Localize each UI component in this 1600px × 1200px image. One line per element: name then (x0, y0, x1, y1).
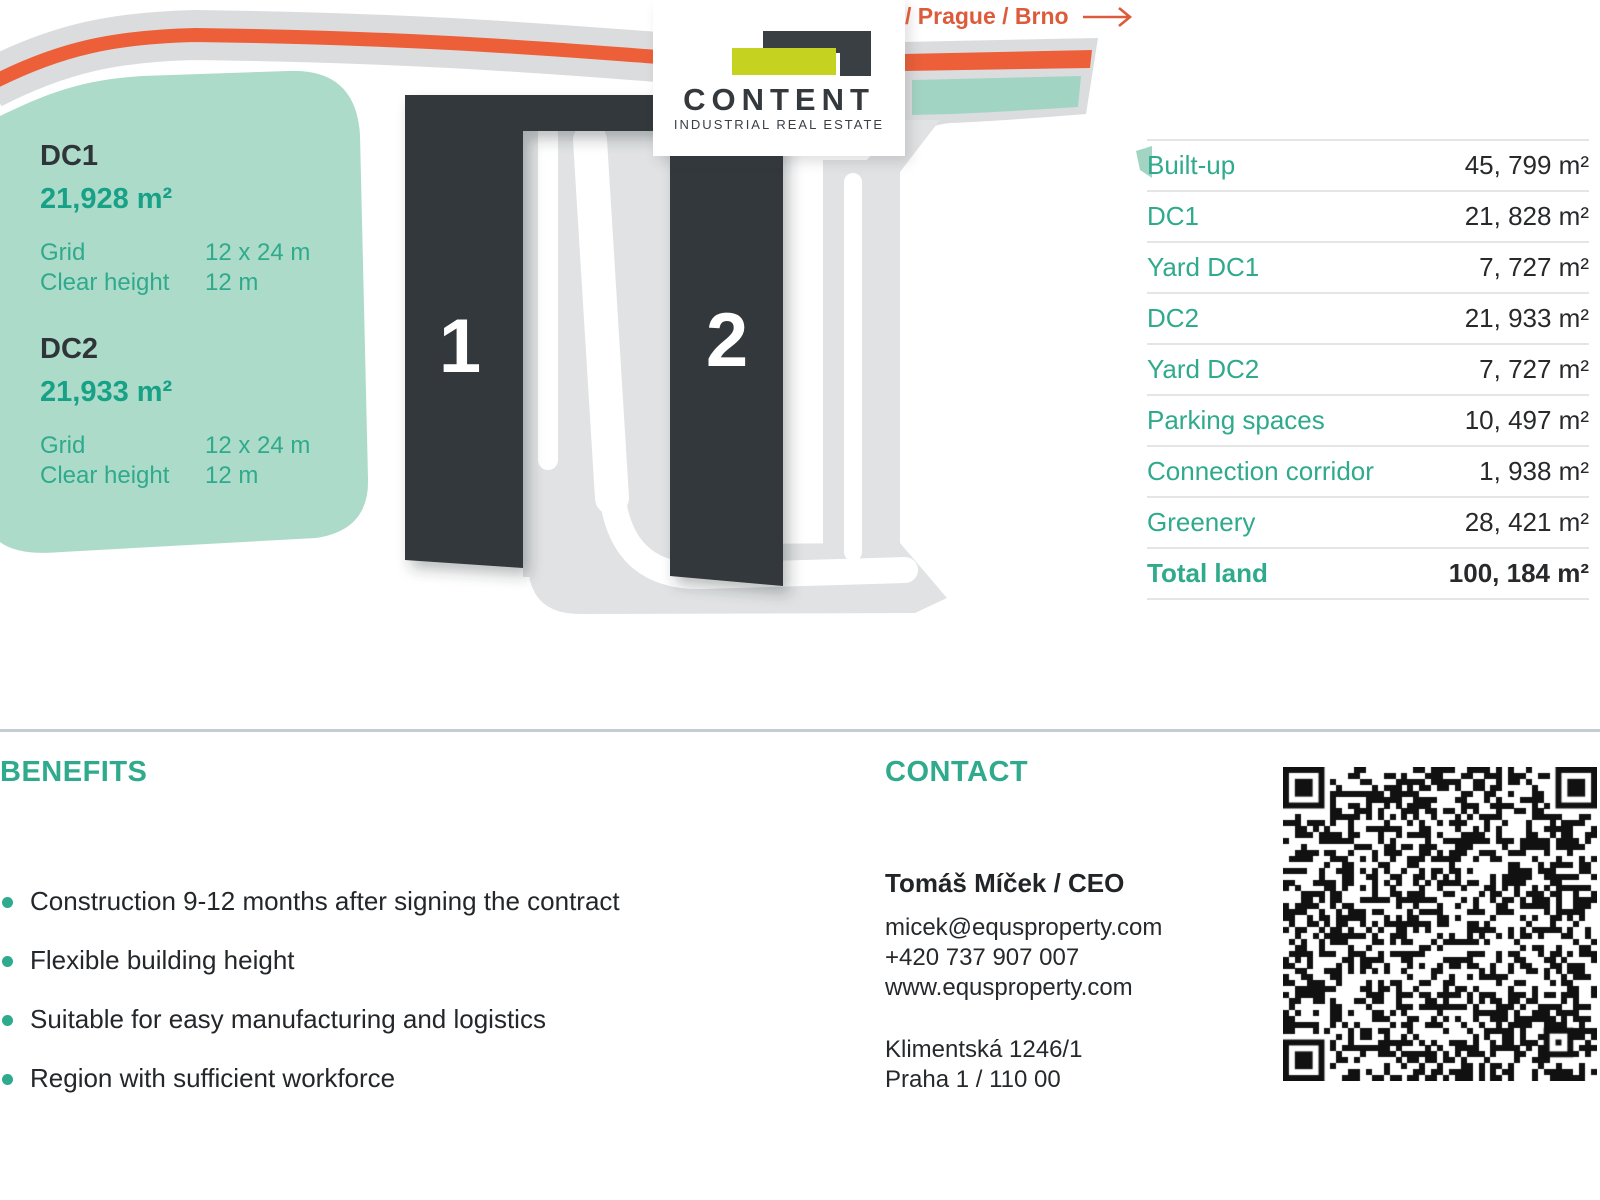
table-row (1147, 343, 1589, 394)
unit-title: DC1 (40, 140, 99, 172)
table-row (1147, 496, 1589, 547)
unit-area: 21,928 m² (40, 183, 173, 215)
bullet-icon (2, 1074, 13, 1085)
row-value: 7, 727 m² (1479, 354, 1589, 384)
building-1-label: 1 (438, 304, 482, 389)
spec-value: 12 m (205, 462, 259, 489)
section-divider (0, 729, 1600, 732)
unit-area: 21,933 m² (40, 376, 173, 408)
benefits-heading: BENEFITS (0, 756, 148, 788)
benefit-item (0, 931, 820, 990)
row-value: 45, 799 m² (1464, 150, 1589, 180)
unit-card-dc2 (40, 333, 360, 491)
contact-name: Tomáš Míček / CEO (885, 868, 1125, 898)
spec-value: 12 x 24 m (205, 239, 311, 266)
contact-phone: +420 737 907 007 (885, 944, 1080, 971)
table-row (1147, 445, 1589, 496)
route-label: / Prague / Brno (905, 3, 1069, 29)
area-table (1147, 139, 1589, 600)
arrow-right-icon (1081, 5, 1133, 29)
benefit-text: Region with sufficient workforce (30, 1063, 396, 1093)
row-label: Parking spaces (1147, 405, 1325, 435)
contact-address-line1: Klimentská 1246/1 (885, 1036, 1083, 1063)
row-value: 7, 727 m² (1479, 252, 1589, 282)
road-left (0, 35, 672, 84)
spec-value: 12 x 24 m (205, 432, 311, 459)
contact-website: www.equsproperty.com (885, 974, 1133, 1001)
contact-address-line2: Praha 1 / 110 00 (885, 1066, 1061, 1093)
spec-label: Clear height (40, 462, 170, 489)
bullet-icon (2, 1015, 13, 1026)
spec-row-grid (40, 238, 360, 268)
benefit-text: Suitable for easy manufacturing and logistics (30, 1004, 546, 1034)
row-value: 28, 421 m² (1464, 507, 1589, 537)
row-value: 21, 933 m² (1464, 303, 1589, 333)
spec-row-clear-height (40, 461, 360, 491)
brand-name: CONTENT (683, 82, 875, 117)
row-label: Connection corridor (1147, 456, 1374, 486)
route-indicator (905, 3, 1133, 30)
bullet-icon (2, 956, 13, 967)
benefit-text: Construction 9-12 months after signing the contract (30, 886, 620, 916)
table-row (1147, 292, 1589, 343)
benefit-item (0, 872, 820, 931)
brand-tagline: INDUSTRIAL REAL ESTATE (673, 117, 885, 132)
logo-card (653, 0, 905, 156)
row-value: 1, 938 m² (1479, 456, 1589, 486)
table-row (1147, 190, 1589, 241)
spec-row-grid (40, 431, 360, 461)
row-label: DC2 (1147, 303, 1200, 333)
bullet-icon (2, 897, 13, 908)
row-label: Greenery (1147, 507, 1256, 537)
row-label: Yard DC1 (1147, 252, 1260, 282)
table-row (1147, 139, 1589, 190)
row-value: 21, 828 m² (1464, 201, 1589, 231)
benefit-list (0, 872, 820, 1108)
contact-heading: CONTACT (885, 756, 1029, 788)
benefit-text: Flexible building height (30, 945, 295, 975)
table-row (1147, 394, 1589, 445)
qr-code (1283, 767, 1597, 1081)
building-2-label: 2 (705, 298, 749, 383)
spec-label: Grid (40, 432, 86, 459)
spec-label: Grid (40, 239, 86, 266)
row-label: Yard DC2 (1147, 354, 1260, 384)
row-value: 10, 497 m² (1464, 405, 1589, 435)
row-label: Total land (1147, 558, 1268, 588)
row-label: Built-up (1147, 150, 1236, 180)
unit-card-dc1 (40, 140, 360, 298)
contact-email: micek@equsproperty.com (885, 914, 1163, 941)
table-row (1147, 241, 1589, 292)
spec-row-clear-height (40, 268, 360, 298)
benefits-section (0, 756, 820, 1093)
table-row-total (1147, 547, 1589, 600)
row-value: 100, 184 m² (1448, 558, 1589, 588)
logo-mark-lime (732, 48, 836, 75)
spec-label: Clear height (40, 269, 170, 296)
contact-section (885, 756, 1265, 1093)
logo-mark-dark-leg (840, 31, 871, 76)
benefit-item (0, 990, 820, 1049)
unit-title: DC2 (40, 333, 99, 365)
row-label: DC1 (1147, 201, 1200, 231)
benefit-item (0, 1049, 820, 1108)
spec-value: 12 m (205, 269, 259, 296)
